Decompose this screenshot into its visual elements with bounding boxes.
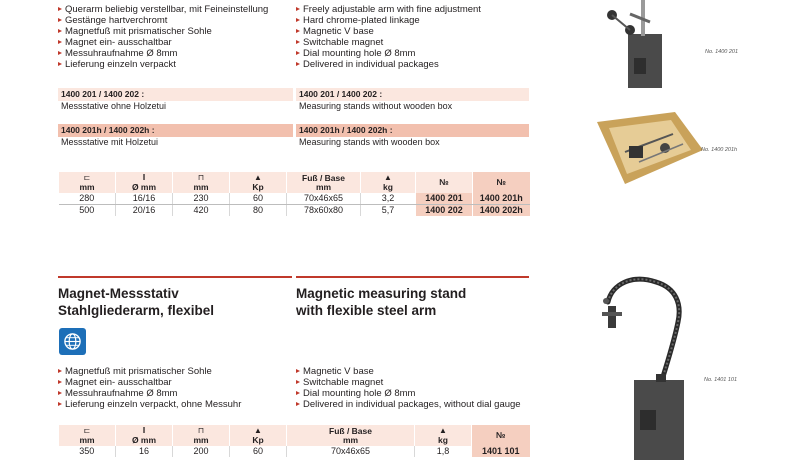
image-caption: No. 1400 201h	[701, 147, 738, 153]
order-number-cell: 1400 201h	[473, 193, 530, 205]
cell: 20/16	[116, 205, 173, 217]
feature-item: Magnetfuß mit prismatischer Sohle	[58, 366, 241, 377]
col-order-number: №	[472, 425, 530, 446]
cell: 60	[230, 446, 287, 457]
feature-item: Freely adjustable arm with fine adjustment	[296, 4, 481, 15]
spec-table-2	[58, 425, 530, 457]
diameter-icon: ‖	[142, 173, 146, 182]
feature-item: Lieferung einzeln verpackt	[58, 59, 268, 70]
feature-item: Messuhraufnahme Ø 8mm	[58, 388, 241, 399]
globe-icon[interactable]	[59, 328, 86, 355]
table-row	[59, 193, 530, 205]
cell: 16/16	[116, 193, 173, 205]
variant-description-en: Measuring stands with wooden box	[299, 137, 440, 147]
cell: 78x60x80	[287, 205, 361, 217]
section-divider	[58, 276, 292, 278]
col-force: ▲ Kp	[230, 425, 287, 446]
section2-features-de	[58, 366, 241, 410]
col-rod-diameter: ‖ Ø mm	[116, 172, 173, 193]
table-row	[59, 446, 530, 457]
section-title-de: Magnet-Messstativ Stahlgliederarm, flexibel	[58, 286, 215, 318]
force-icon: ▲	[254, 173, 262, 182]
cell: 16	[116, 446, 173, 457]
cell: 1,8	[415, 446, 472, 457]
force-icon: ▲	[254, 426, 262, 435]
cell: 280	[59, 193, 116, 205]
section-title-en: Magnetic measuring stand with flexible steel arm	[296, 286, 467, 318]
feature-item: Magnetfuß mit prismatischer Sohle	[58, 26, 268, 37]
wooden-box-image	[595, 110, 705, 186]
col-reach: ⊓ mm	[173, 425, 230, 446]
feature-item: Delivered in individual packages	[296, 59, 481, 70]
section-divider	[296, 276, 529, 278]
cell: 3,2	[361, 193, 416, 205]
variant-band-codes: 1400 201 / 1400 202 :	[296, 88, 529, 101]
feature-item: Messuhraufnahme Ø 8mm	[58, 48, 268, 59]
col-arm-length: ⊏ mm	[59, 425, 116, 446]
col-reach: ⊓ mm	[173, 172, 230, 193]
feature-item: Magnet ein- ausschaltbar	[58, 37, 268, 48]
weight-icon: ▲	[384, 173, 392, 182]
cell: 80	[230, 205, 287, 217]
feature-item: Switchable magnet	[296, 377, 521, 388]
cell: 230	[173, 193, 230, 205]
length-icon: ⊏	[83, 426, 91, 435]
variant-description-de: Messstative mit Holzetui	[61, 137, 159, 147]
section1-features-de	[58, 4, 268, 70]
feature-item: Dial mounting hole Ø 8mm	[296, 48, 481, 59]
variant-band-codes: 1400 201 / 1400 202 :	[58, 88, 293, 101]
magnetic-stand-image	[590, 0, 700, 90]
diameter-icon: ‖	[142, 426, 146, 435]
image-caption: No. 1400 201	[705, 49, 739, 55]
col-arm-length: ⊏ mm	[59, 172, 116, 193]
feature-item: Magnetic V base	[296, 26, 481, 37]
feature-item: Switchable magnet	[296, 37, 481, 48]
table-header-row	[59, 425, 530, 446]
feature-item: Gestänge hartverchromt	[58, 15, 268, 26]
variant-band-codes: 1400 201h / 1400 202h :	[296, 124, 529, 137]
feature-item: Lieferung einzeln verpackt, ohne Messuhr	[58, 399, 241, 410]
cell: 350	[79, 446, 95, 456]
image-caption: No. 1401 101	[704, 377, 738, 383]
feature-item: Querarm beliebig verstellbar, mit Feineinstellung	[58, 4, 268, 15]
cell: 70x46x65	[287, 446, 415, 457]
feature-item: Magnet ein- ausschaltbar	[58, 377, 241, 388]
section2-features-en	[296, 366, 521, 410]
order-number-cell: 1400 202h	[473, 205, 530, 217]
reach-icon: ⊓	[197, 173, 205, 182]
order-number-cell: 1400 201	[416, 193, 473, 205]
col-weight: ▲ kg	[415, 425, 472, 446]
variant-description-en: Measuring stands without wooden box	[299, 101, 453, 111]
col-order-number-h: №	[473, 172, 530, 193]
cell: 200	[173, 446, 230, 457]
variant-description-de: Messstative ohne Holzetui	[61, 101, 167, 111]
feature-item: Magnetic V base	[296, 366, 521, 377]
feature-item: Dial mounting hole Ø 8mm	[296, 388, 521, 399]
col-base: Fuß / Base mm	[287, 172, 361, 193]
table-header-row	[59, 172, 530, 193]
cell: 500	[79, 205, 95, 215]
col-weight: ▲ kg	[361, 172, 416, 193]
col-rod-diameter: ‖ Ø mm	[116, 425, 173, 446]
cell: 60	[230, 193, 287, 205]
section1-features-en	[296, 4, 481, 70]
col-base: Fuß / Base mm	[287, 425, 415, 446]
variant-band-codes: 1400 201h / 1400 202h :	[58, 124, 293, 137]
cell: 420	[173, 205, 230, 217]
cell: 5,7	[361, 205, 416, 217]
col-force: ▲ Kp	[230, 172, 287, 193]
cell: 70x46x65	[287, 193, 361, 205]
reach-icon: ⊓	[197, 426, 205, 435]
spec-table-1	[58, 172, 530, 216]
feature-item: Delivered in individual packages, without dial gauge	[296, 399, 521, 410]
order-number-cell: 1400 202	[416, 205, 473, 217]
table-row	[59, 205, 530, 217]
order-number-cell: 1401 101	[472, 446, 530, 457]
length-icon: ⊏	[83, 173, 91, 182]
feature-item: Hard chrome-plated linkage	[296, 15, 481, 26]
col-order-number: №	[416, 172, 473, 193]
flexible-arm-stand-image	[598, 276, 706, 465]
weight-icon: ▲	[439, 426, 447, 435]
